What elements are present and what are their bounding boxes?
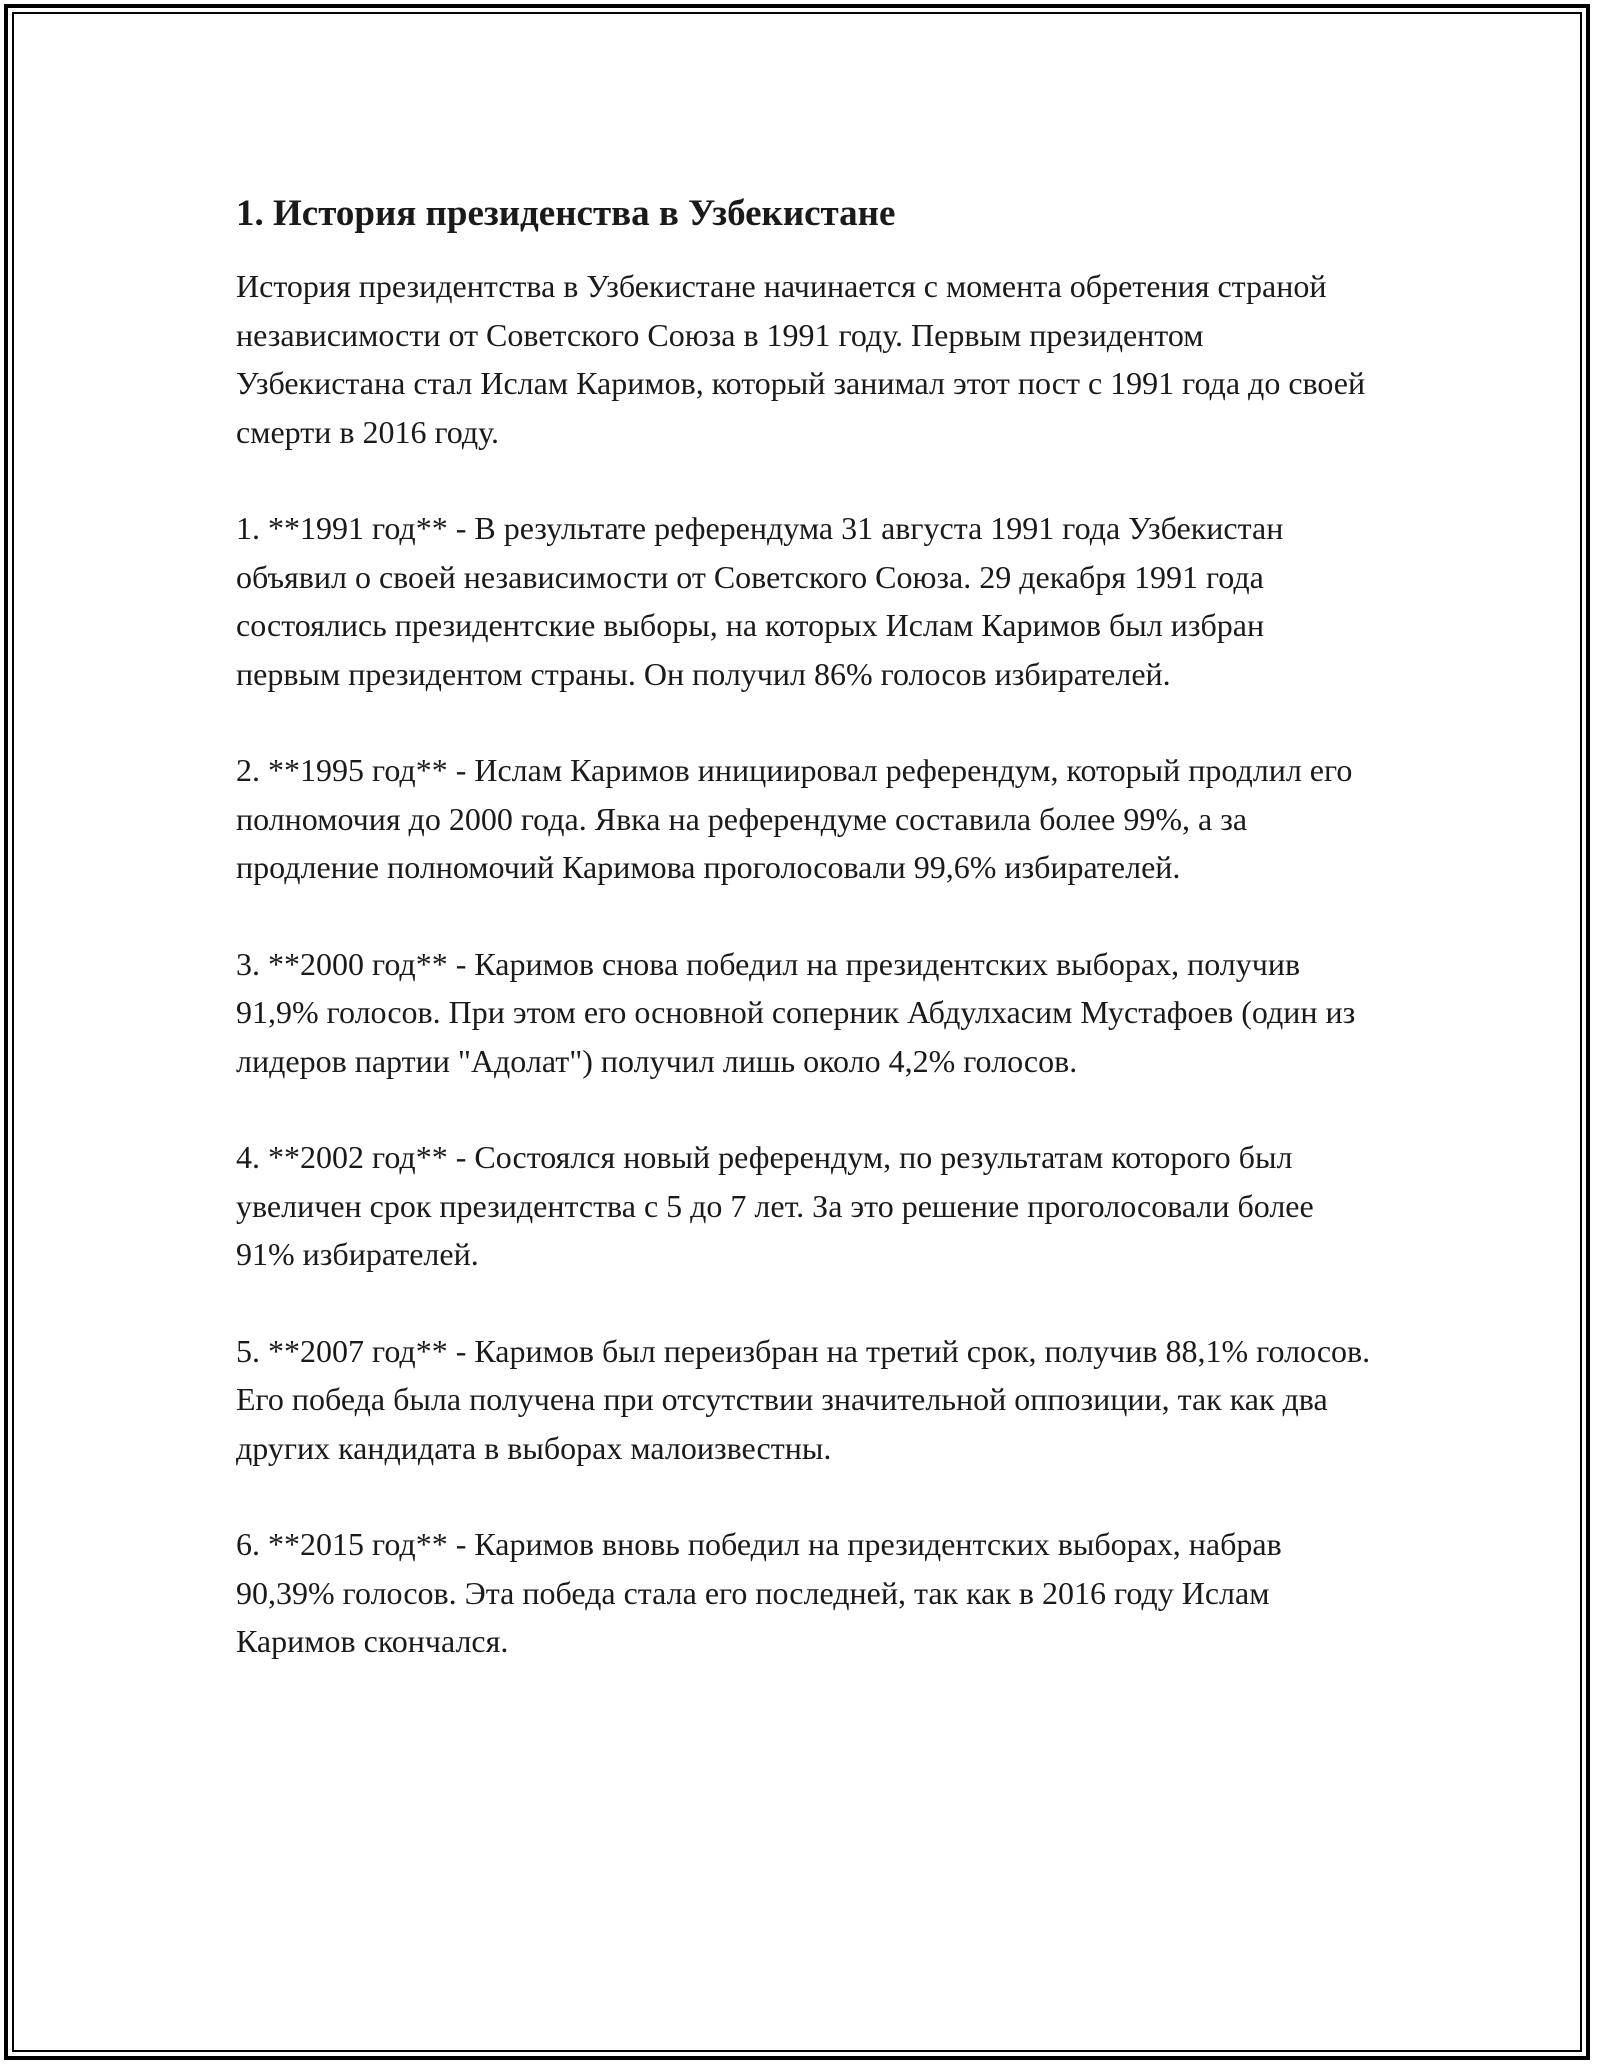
section-heading: 1. История президенства в Узбекистане bbox=[236, 193, 896, 234]
timeline-entry-1991: 1. **1991 год** - В результате референдума 31 августа 1991 года Узбекистан объявил о своей независимости от Советского Союза. 29 декабря 1991 года состоялись президентские выборы, на которых Ислам Каримов был избран первым президентом страны. Он получил 86% голосов избирателей. bbox=[236, 510, 1284, 692]
timeline-list bbox=[236, 504, 1376, 1666]
timeline-entry-2002: 4. **2002 год** - Состоялся новый референдум, по результатам которого был увеличен срок президентства с 5 до 7 лет. За это решение проголосовали более 91% избирателей. bbox=[236, 1139, 1314, 1272]
timeline-entry-2000: 3. **2000 год** - Каримов снова победил на президентских выборах, получив 91,9% голосов. При этом его основной соперник Абдулхасим Мустафоев (один из лидеров партии "Адолат") получил лишь около 4,2% голосов. bbox=[236, 945, 1356, 1079]
document-body bbox=[236, 188, 1376, 1714]
timeline-entry-1995: 2. **1995 год** - Ислам Каримов инициировал референдум, который продлил его полномочия до 2000 года. Явка на референдуме составила более 99%, а за продление полномочий Каримова проголосовали 99,6% избирателей. bbox=[236, 752, 1353, 885]
intro-paragraph: История президентства в Узбекистане начинается с момента обретения страной независимости от Советского Союза в 1991 году. Первым президентом Узбекистана стал Ислам Каримов, который занимал этот пост с 1991 года до своей смерти в 2016 году. bbox=[236, 268, 1366, 450]
timeline-entry-2007: 5. **2007 год** - Каримов был переизбран на третий срок, получив 88,1% голосов. Его победа была получена при отсутствии значительной оппозиции, так как два других кандидата в выборах малоизвестны. bbox=[236, 1332, 1371, 1466]
timeline-entry-2015: 6. **2015 год** - Каримов вновь победил на президентских выборах, набрав 90,39% голосов. Эта победа стала его последней, так как в 2016 году Ислам Каримов скончался. bbox=[236, 1526, 1282, 1659]
